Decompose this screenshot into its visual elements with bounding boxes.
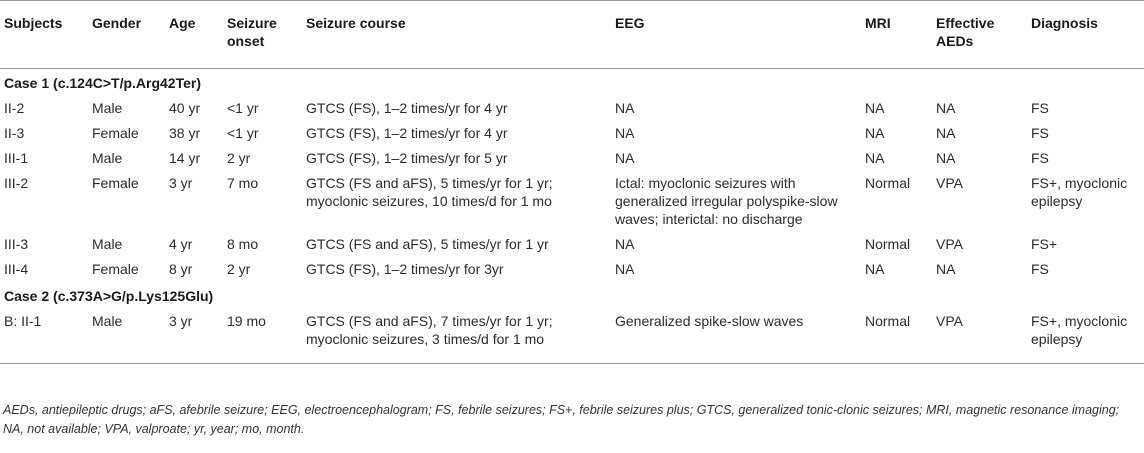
header-subjects: Subjects <box>0 1 88 69</box>
table-row <box>0 171 1144 232</box>
cell-seizure-course: GTCS (FS and aFS), 5 times/yr for 1 yr <box>306 236 549 252</box>
cell-subject: B: II-1 <box>0 309 88 364</box>
header-eeg: EEG <box>611 1 861 69</box>
table-row <box>0 146 1144 171</box>
cell-seizure-course: GTCS (FS and aFS), 7 times/yr for 1 yr; myoclonic seizures, 3 times/d for 1 mo <box>302 309 611 364</box>
cell-effective-aeds: NA <box>936 261 956 277</box>
cell-subject: III-2 <box>4 175 29 191</box>
cell-effective-aeds: NA <box>936 150 956 166</box>
cell-diagnosis: FS <box>1031 100 1049 116</box>
cell-eeg: NA <box>615 261 635 277</box>
cell-mri: Normal <box>861 309 932 364</box>
cell-eeg: NA <box>615 125 635 141</box>
cell-mri: NA <box>865 100 885 116</box>
cell-gender: Female <box>92 175 139 191</box>
cell-seizure-course: GTCS (FS), 1–2 times/yr for 5 yr <box>306 150 508 166</box>
header-gender: Gender <box>88 1 165 69</box>
cell-diagnosis: FS+, myoclonic epilepsy <box>1027 309 1144 364</box>
cell-diagnosis: FS+ <box>1031 236 1058 252</box>
case-group-row <box>0 282 1144 309</box>
cell-diagnosis: FS <box>1031 150 1049 166</box>
table-row <box>0 257 1144 282</box>
cell-seizure-onset: 2 yr <box>227 261 251 277</box>
cell-diagnosis: FS <box>1031 261 1049 277</box>
cell-mri: Normal <box>865 236 911 252</box>
cell-seizure-course: GTCS (FS and aFS), 5 times/yr for 1 yr; myoclonic seizures, 10 times/d for 1 mo <box>306 175 553 209</box>
cell-mri: NA <box>865 150 885 166</box>
cell-effective-aeds: VPA <box>936 236 963 252</box>
cell-age: 3 yr <box>169 175 193 191</box>
cell-subject: II-3 <box>4 125 25 141</box>
cell-subject: II-2 <box>4 100 25 116</box>
header-effective-aeds: Effective AEDs <box>932 1 1027 69</box>
cell-eeg: Generalized spike-slow waves <box>611 309 861 364</box>
header-age: Age <box>165 1 223 69</box>
cell-subject: III-4 <box>4 261 29 277</box>
table-body <box>0 69 1144 364</box>
cell-effective-aeds: VPA <box>936 175 963 191</box>
cell-eeg: NA <box>615 236 635 252</box>
header-seizure-onset: Seizure onset <box>223 1 302 69</box>
cell-eeg: NA <box>615 150 635 166</box>
header-seizure-course: Seizure course <box>302 1 611 69</box>
cell-seizure-course: GTCS (FS), 1–2 times/yr for 3yr <box>306 261 504 277</box>
cell-effective-aeds: NA <box>936 125 956 141</box>
cell-mri: NA <box>865 261 885 277</box>
cell-diagnosis: FS <box>1031 125 1049 141</box>
case-group-row <box>0 69 1144 97</box>
cell-eeg: NA <box>615 100 635 116</box>
cell-seizure-onset: 8 mo <box>227 236 259 252</box>
cell-effective-aeds: NA <box>936 100 956 116</box>
table-row <box>0 309 1144 364</box>
header-mri: MRI <box>861 1 932 69</box>
cell-gender: Male <box>92 150 123 166</box>
cell-gender: Male <box>88 309 165 364</box>
cell-seizure-onset: <1 yr <box>227 100 259 116</box>
cell-mri: Normal <box>865 175 911 191</box>
cell-effective-aeds: VPA <box>932 309 1027 364</box>
cell-seizure-course: GTCS (FS), 1–2 times/yr for 4 yr <box>306 100 508 116</box>
cell-seizure-onset: 2 yr <box>227 150 251 166</box>
cell-subject: III-3 <box>4 236 29 252</box>
case-group-label: Case 2 (c.373A>G/p.Lys125Glu) <box>4 288 214 304</box>
cell-seizure-course: GTCS (FS), 1–2 times/yr for 4 yr <box>306 125 508 141</box>
header-row <box>0 1 1144 69</box>
table-row <box>0 96 1144 121</box>
cell-gender: Female <box>92 261 139 277</box>
table-footnote: AEDs, antiepileptic drugs; aFS, afebrile seizure; EEG, electroencephalogram; FS, febrile seizures; FS+, febrile seizures plus; GTCS, generalized tonic-clonic seizures; MRI, magnetic resonance imaging; NA, not available; VPA, valproate; yr, year; mo, month. <box>3 403 1120 436</box>
header-diagnosis: Diagnosis <box>1027 1 1144 69</box>
cell-seizure-onset: 19 mo <box>223 309 302 364</box>
cell-seizure-onset: <1 yr <box>227 125 259 141</box>
cell-age: 38 yr <box>169 125 201 141</box>
cell-age: 8 yr <box>169 261 193 277</box>
table-row <box>0 232 1144 257</box>
cell-age: 4 yr <box>169 236 193 252</box>
cell-gender: Male <box>92 100 123 116</box>
cell-eeg: Ictal: myoclonic seizures with generalized irregular polyspike-slow waves; interictal: no discharge <box>615 175 838 227</box>
cell-diagnosis: FS+, myoclonic epilepsy <box>1031 175 1128 209</box>
cell-age: 3 yr <box>165 309 223 364</box>
cell-seizure-onset: 7 mo <box>227 175 259 191</box>
cell-mri: NA <box>865 125 885 141</box>
cell-age: 40 yr <box>169 100 201 116</box>
table-row <box>0 121 1144 146</box>
case-group-label: Case 1 (c.124C>T/p.Arg42Ter) <box>4 75 201 91</box>
cell-age: 14 yr <box>169 150 201 166</box>
cell-subject: III-1 <box>4 150 29 166</box>
cell-gender: Female <box>92 125 139 141</box>
cell-gender: Male <box>92 236 123 252</box>
